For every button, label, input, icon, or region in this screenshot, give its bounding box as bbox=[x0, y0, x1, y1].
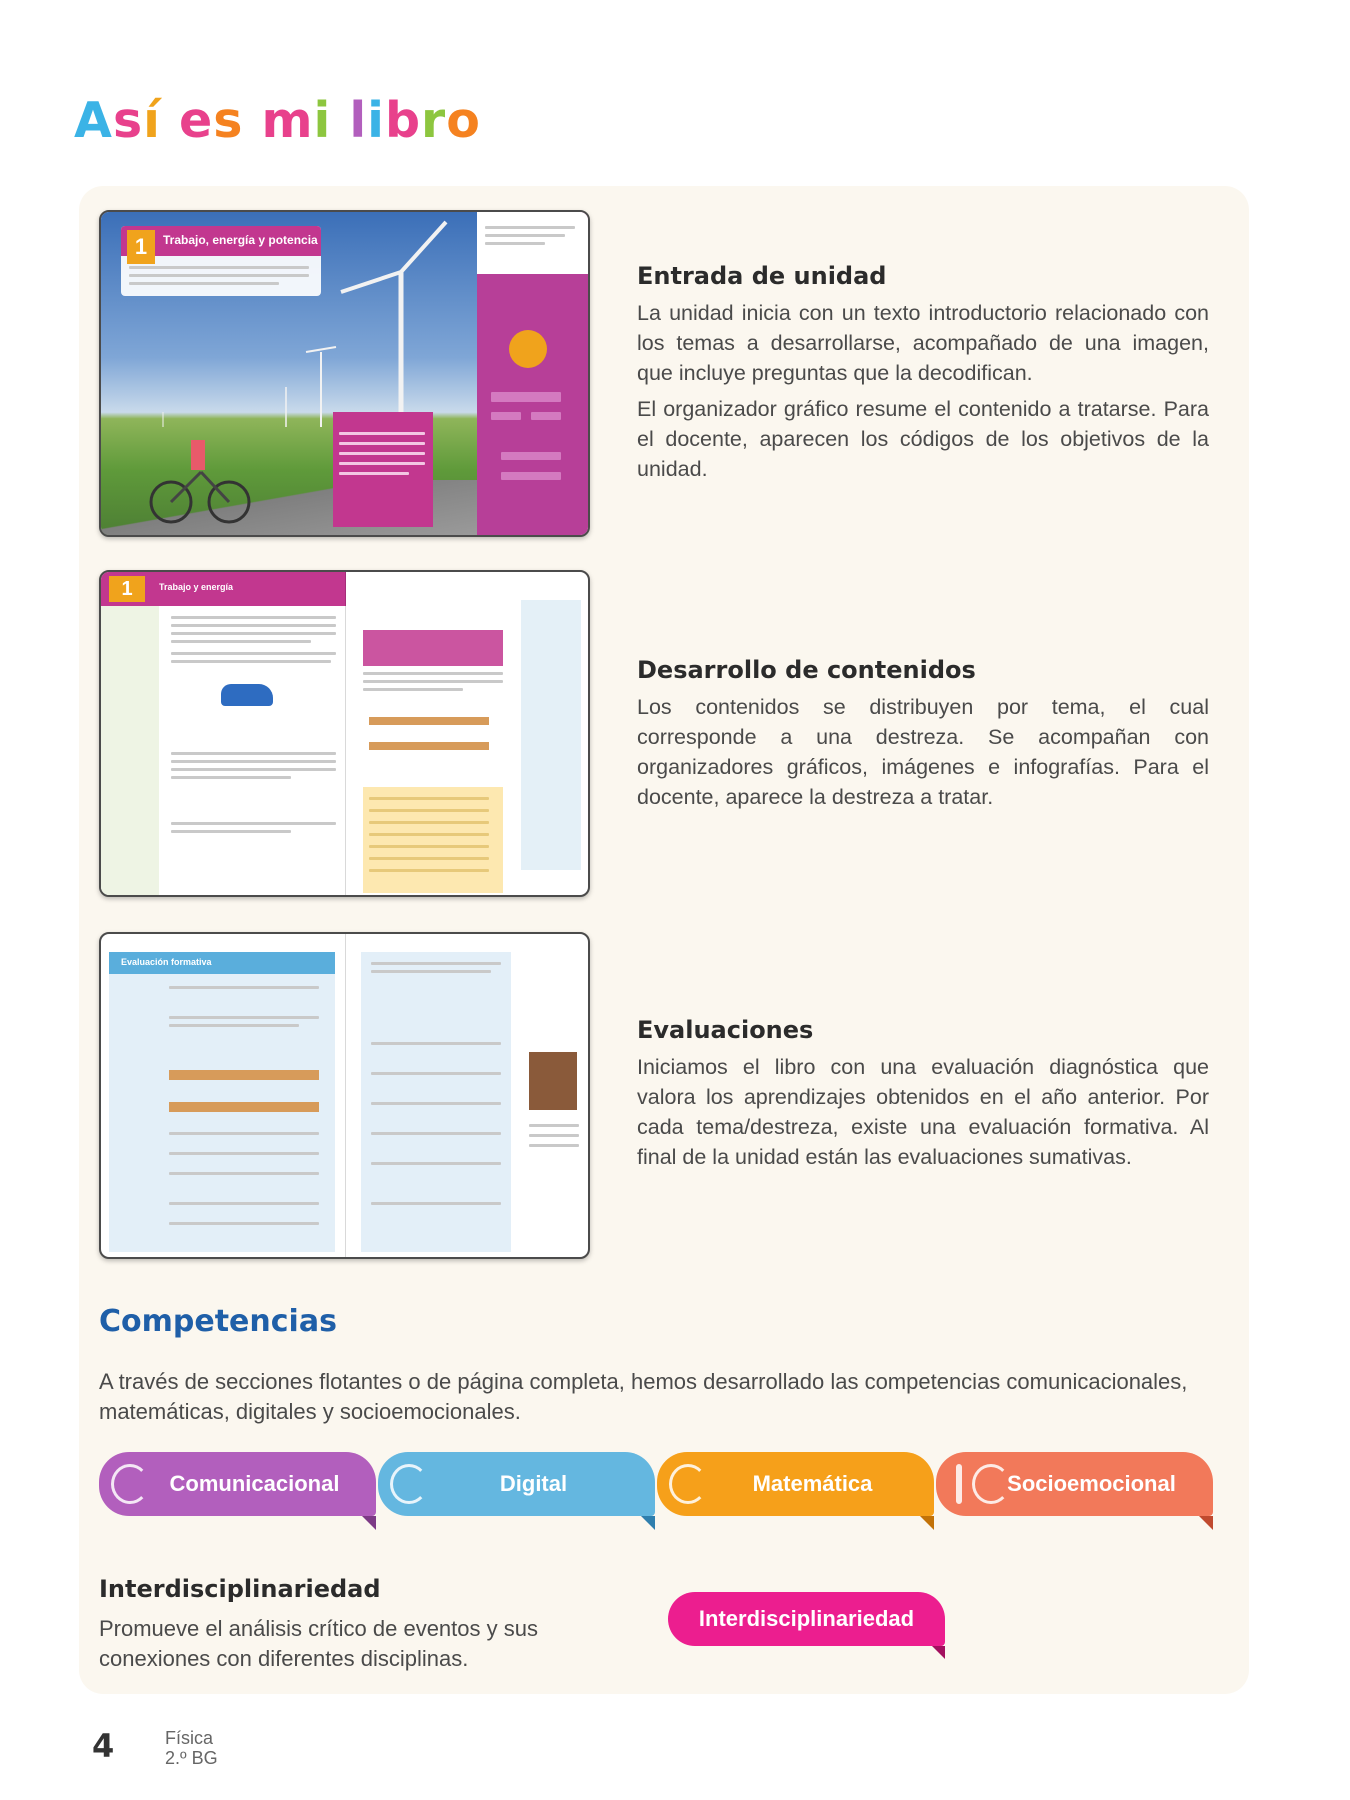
topic-title: Trabajo y energía bbox=[159, 582, 234, 592]
topic-number-badge: 1 bbox=[109, 576, 145, 602]
grade-label: 2.º BG bbox=[165, 1748, 218, 1768]
title-letter: b bbox=[384, 92, 422, 149]
section-paragraph: El organizador gráfico resume el contenido a tratarse. Para el docente, aparecen los códigos de los objetivos de la unidad. bbox=[637, 397, 1209, 481]
title-letter: í bbox=[143, 92, 161, 149]
title-letter: l bbox=[349, 92, 368, 149]
ribbon-label: Socioemocional bbox=[1007, 1471, 1176, 1496]
competencias-heading: Competencias bbox=[99, 1304, 337, 1339]
section-heading: Desarrollo de contenidos bbox=[637, 656, 976, 684]
unit-number-badge: 1 bbox=[127, 230, 155, 264]
content-development-spread-image bbox=[99, 570, 590, 897]
title-letter: m bbox=[261, 92, 314, 149]
title-letter: i bbox=[313, 92, 332, 149]
title-letter: s bbox=[112, 92, 144, 149]
car-illustration bbox=[221, 684, 273, 706]
title-letter: s bbox=[213, 92, 244, 149]
ribbon-label: Comunicacional bbox=[169, 1471, 340, 1496]
unit-entry-spread-image bbox=[99, 210, 590, 537]
title-letter: o bbox=[446, 92, 481, 149]
evaluation-title: Evaluación formativa bbox=[121, 957, 212, 967]
footer-subject bbox=[165, 1728, 218, 1768]
subject-name: Física bbox=[165, 1728, 214, 1748]
section-heading: Evaluaciones bbox=[637, 1016, 814, 1044]
ribbon-label: Interdisciplinariedad bbox=[698, 1606, 915, 1631]
section-paragraph: La unidad inicia con un texto introductorio relacionado con los temas a desarrollarse, acompañado de una imagen, que incluye preguntas que la decodifican. bbox=[637, 301, 1209, 385]
section-heading: Entrada de unidad bbox=[637, 262, 887, 290]
title-letter: A bbox=[74, 92, 113, 149]
title-letter bbox=[243, 92, 261, 149]
ribbon-digital bbox=[378, 1452, 655, 1516]
title-letter bbox=[161, 92, 179, 149]
ribbon-label: Digital bbox=[499, 1471, 568, 1496]
page-title bbox=[74, 92, 481, 149]
ribbon-socioemocional bbox=[936, 1452, 1213, 1516]
title-letter bbox=[331, 92, 349, 149]
section-paragraph: Iniciamos el libro con una evaluación diagnóstica que valora los aprendizajes obtenidos en el año anterior. Por cada tema/destreza, existe una evaluación formativa. Al final de la unidad están las evaluaciones sumativas. bbox=[637, 1055, 1209, 1169]
section-content-development bbox=[637, 656, 1209, 818]
interdisciplinariedad-heading: Interdisciplinariedad bbox=[99, 1575, 381, 1603]
unit-entry-title-card bbox=[121, 226, 321, 296]
section-unit-entry bbox=[637, 262, 1209, 490]
page-number: 4 bbox=[92, 1727, 115, 1765]
ribbon-matemática bbox=[657, 1452, 934, 1516]
section-evaluations bbox=[637, 1016, 1209, 1178]
title-letter: e bbox=[178, 92, 214, 149]
interdisciplinariedad-text: Promueve el análisis crítico de eventos y sus conexiones con diferentes disciplinas. bbox=[99, 1616, 538, 1671]
ribbon-comunicacional bbox=[99, 1452, 376, 1516]
interdisciplinariedad-ribbon bbox=[668, 1592, 945, 1646]
evaluation-spread-image bbox=[99, 932, 590, 1259]
title-letter: i bbox=[367, 92, 385, 149]
section-paragraph: Los contenidos se distribuyen por tema, el cual corresponde a una destreza. Se acompañan con organizadores gráficos, imágenes e infografías. Para el docente, aparece la destreza a tratar. bbox=[637, 695, 1209, 809]
title-letter: r bbox=[421, 92, 447, 149]
competencias-text: A través de secciones flotantes o de página completa, hemos desarrollado las competencias comunicacionales, matemáticas, digitales y socioemocionales. bbox=[99, 1369, 1188, 1424]
ribbon-label: Matemática bbox=[752, 1471, 873, 1496]
unit-entry-title: Trabajo, energía y potencia bbox=[163, 233, 318, 247]
